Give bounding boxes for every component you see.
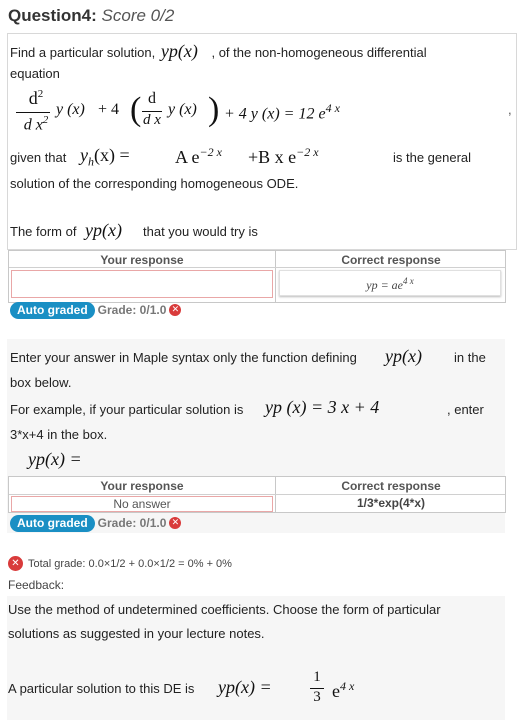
yh-func bbox=[80, 145, 130, 170]
d-symbol: d bbox=[28, 88, 38, 108]
total-incorrect-icon: ✕ bbox=[8, 556, 23, 571]
general-B bbox=[248, 145, 319, 168]
general-a-text: A e bbox=[175, 147, 200, 167]
answer-label: yp(x) = bbox=[28, 449, 82, 469]
fraction-numerator: 1 bbox=[313, 669, 321, 685]
question-score: Score 0/2 bbox=[101, 6, 175, 25]
instruction-after: in the bbox=[454, 350, 486, 365]
intro-after: , of the non-homogeneous differential bbox=[211, 45, 427, 60]
e-char: e bbox=[332, 681, 340, 701]
is-general-text: is the general bbox=[393, 150, 472, 165]
form-text: The form of bbox=[10, 224, 77, 239]
yh-subscript: h bbox=[88, 154, 94, 169]
particular-text: A particular solution to this DE is bbox=[8, 681, 195, 696]
correct-yp-exp: 4 x bbox=[403, 276, 414, 286]
left-paren: ( bbox=[130, 91, 142, 128]
yh-arg: (x) = bbox=[94, 145, 130, 165]
ode-rhs bbox=[224, 101, 340, 123]
feedback-line2: solutions as suggested in your lecture notes. bbox=[8, 626, 265, 641]
yh-y: y bbox=[80, 145, 88, 165]
ode-plus4: + 4 bbox=[98, 101, 120, 118]
question-panel bbox=[7, 33, 517, 250]
grade-row-2 bbox=[10, 514, 181, 532]
ode-equation bbox=[10, 88, 520, 140]
d2-numerator bbox=[16, 88, 56, 109]
question-heading bbox=[8, 6, 174, 26]
your-response-input[interactable] bbox=[11, 270, 273, 298]
dx2-denominator bbox=[16, 114, 56, 134]
correct-yp-expression bbox=[279, 276, 501, 293]
incorrect-icon-2: ✕ bbox=[169, 517, 181, 529]
correct-yp-text: yp = ae bbox=[366, 278, 403, 292]
right-paren: ) bbox=[208, 91, 220, 128]
power-2-den: 2 bbox=[42, 114, 49, 126]
intro-text: Find a particular solution, bbox=[10, 45, 156, 60]
particular-exp bbox=[332, 679, 354, 702]
dx-text: d x bbox=[23, 116, 43, 134]
given-text: given that bbox=[10, 150, 67, 165]
example-line bbox=[10, 397, 515, 421]
total-grade-text: Total grade: 0.0×1/2 + 0.0×1/2 = 0% + 0% bbox=[28, 557, 232, 570]
particular-exponent: 4 x bbox=[340, 679, 355, 693]
auto-graded-badge-2: Auto graded bbox=[10, 515, 95, 532]
power-2: 2 bbox=[37, 88, 44, 100]
given-line bbox=[10, 145, 520, 169]
correct-response-value-2: 1/3*exp(4*x) bbox=[356, 496, 426, 510]
correct-response-header: Correct response bbox=[341, 253, 441, 267]
header-divider-2 bbox=[9, 494, 505, 495]
d1-numerator: d bbox=[148, 90, 156, 107]
question-number: Question4: bbox=[8, 6, 97, 25]
your-response-header-2: Your response bbox=[100, 479, 184, 493]
response-table-1 bbox=[8, 250, 506, 303]
header-divider bbox=[9, 267, 505, 268]
example-after: , enter bbox=[447, 402, 484, 417]
form-after-text: that you would try is bbox=[143, 224, 258, 239]
ode-comma: , bbox=[508, 102, 512, 117]
total-grade-row bbox=[8, 556, 232, 571]
solution-line: solution of the corresponding homogeneous ODE. bbox=[10, 176, 299, 191]
incorrect-icon: ✕ bbox=[169, 304, 181, 316]
auto-graded-badge: Auto graded bbox=[10, 302, 95, 319]
your-response-header: Your response bbox=[100, 253, 184, 267]
grade-text: Grade: 0/1.0 bbox=[97, 303, 167, 317]
grade-text-2: Grade: 0/1.0 bbox=[97, 516, 167, 530]
exp-b: −2 x bbox=[296, 145, 319, 159]
response-table-2 bbox=[8, 476, 506, 513]
feedback-label: Feedback: bbox=[8, 578, 65, 592]
exp-a: −2 x bbox=[199, 145, 222, 159]
particular-yp-func: yp(x) = bbox=[218, 677, 272, 697]
form-line bbox=[10, 220, 410, 244]
fraction-bar bbox=[16, 112, 50, 113]
column-divider bbox=[275, 251, 276, 302]
general-b-text: +B x e bbox=[248, 147, 297, 167]
example-math: yp (x) = 3 x + 4 bbox=[265, 397, 380, 417]
example-line2: 3*x+4 in the box. bbox=[10, 427, 108, 442]
example-text: For example, if your particular solution is bbox=[10, 402, 244, 417]
rhs-text: + 4 y (x) = 12 e bbox=[224, 105, 326, 123]
instruction-line2: box below. bbox=[10, 375, 72, 390]
grade-row-1 bbox=[10, 301, 181, 319]
instruction-yp-func: yp(x) bbox=[385, 346, 422, 366]
dx1-denominator: d x bbox=[143, 112, 161, 128]
question-line2: equation bbox=[10, 66, 60, 81]
general-A bbox=[175, 145, 222, 168]
feedback-line1: Use the method of undetermined coefficients. Choose the form of particular bbox=[8, 602, 441, 617]
yp-function: yp(x) bbox=[160, 41, 198, 61]
instruction-text: Enter your answer in Maple syntax only the function defining bbox=[10, 350, 357, 365]
correct-response-header-2: Correct response bbox=[341, 479, 441, 493]
rhs-exponent: 4 x bbox=[325, 101, 340, 115]
your-response-value-2: No answer bbox=[11, 496, 273, 512]
question-intro bbox=[10, 41, 427, 62]
ode-y1: y (x) bbox=[56, 101, 85, 118]
ode-y2: y (x) bbox=[168, 101, 197, 118]
particular-solution-line bbox=[8, 669, 513, 715]
correct-response-box bbox=[279, 270, 501, 296]
form-yp-func: yp(x) bbox=[85, 220, 122, 240]
instruction-line bbox=[10, 346, 515, 370]
fraction-denominator: 3 bbox=[313, 689, 321, 705]
